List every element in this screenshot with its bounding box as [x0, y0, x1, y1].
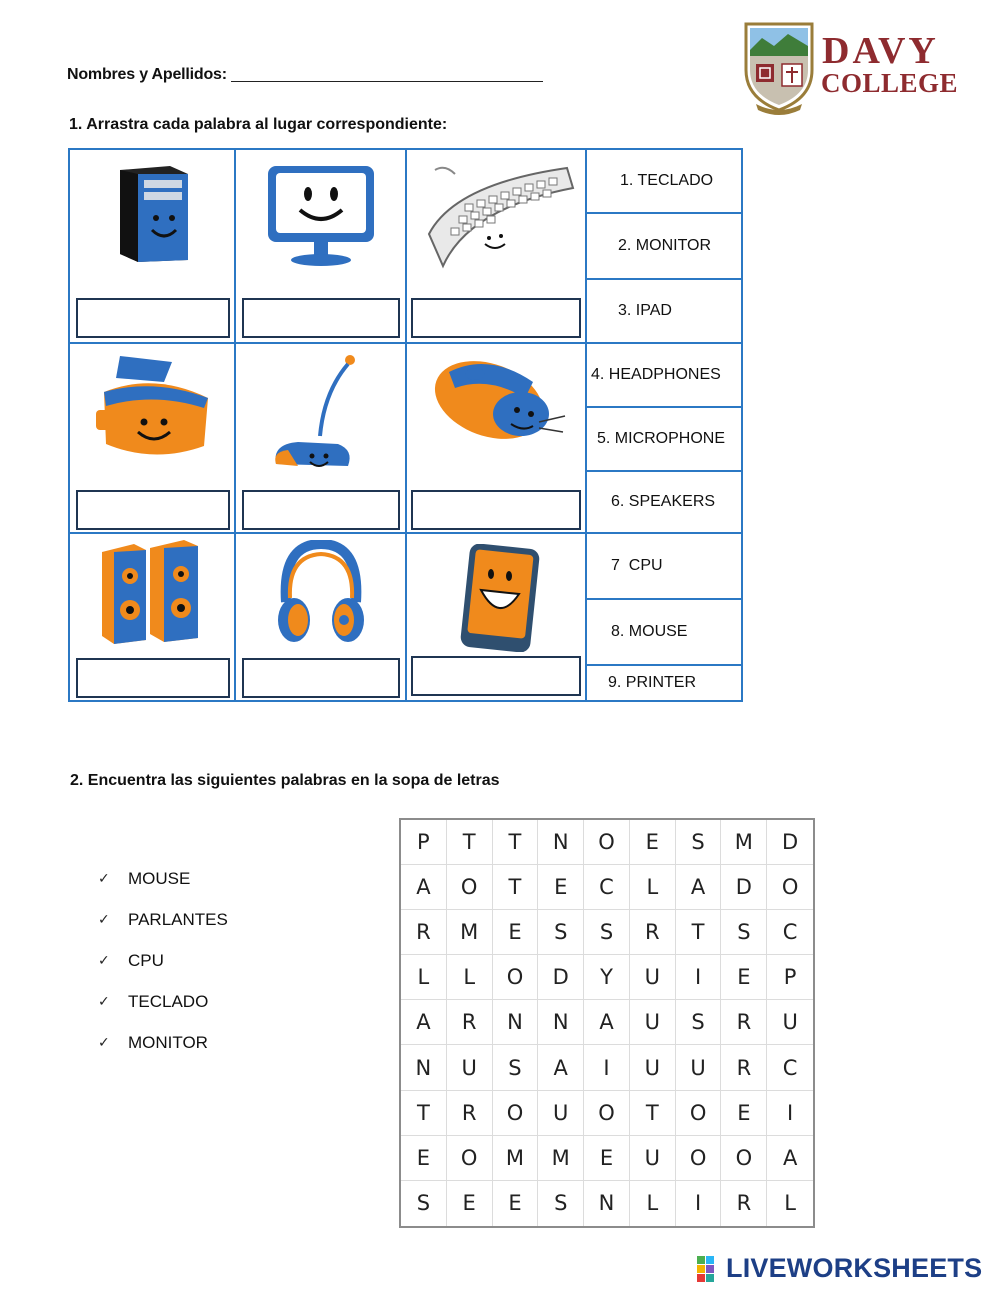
answer-box-3[interactable]	[411, 298, 581, 338]
grid-cell[interactable]: R	[447, 1091, 493, 1136]
answer-box-6[interactable]	[411, 490, 581, 530]
grid-cell[interactable]: E	[401, 1136, 447, 1181]
grid-cell[interactable]: A	[767, 1136, 813, 1181]
word-bank-item[interactable]: 2. MONITOR	[585, 212, 743, 280]
grid-row	[401, 1091, 813, 1136]
grid-cell[interactable]: T	[630, 1091, 676, 1136]
word-bank-item[interactable]: 1. TECLADO	[585, 148, 743, 214]
grid-cell[interactable]: M	[447, 910, 493, 955]
grid-cell[interactable]: C	[584, 865, 630, 910]
section1-title: 1. Arrastra cada palabra al lugar correspondiente:	[69, 116, 448, 133]
answer-box-5[interactable]	[242, 490, 400, 530]
ipad-icon	[457, 544, 541, 652]
grid-row	[401, 955, 813, 1000]
grid-row	[401, 1136, 813, 1181]
grid-cell[interactable]: R	[630, 910, 676, 955]
grid-cell[interactable]: U	[447, 1045, 493, 1090]
grid-cell[interactable]: P	[401, 820, 447, 865]
checklist-item: ✓ PARLANTES	[98, 909, 228, 929]
grid-cell[interactable]: L	[630, 1181, 676, 1226]
grid-cell[interactable]: T	[447, 820, 493, 865]
grid-cell[interactable]: M	[493, 1136, 539, 1181]
grid-cell[interactable]: D	[767, 820, 813, 865]
grid-cell[interactable]: U	[630, 1000, 676, 1045]
picture-cell-monitor	[234, 148, 407, 344]
crest-icon	[742, 20, 816, 116]
grid-cell[interactable]: T	[401, 1091, 447, 1136]
grid-cell[interactable]: S	[721, 910, 767, 955]
picture-cell-microphone	[234, 342, 407, 534]
grid-cell[interactable]: L	[784, 1191, 796, 1216]
grid-cell[interactable]: S	[401, 1181, 447, 1226]
printer-icon	[94, 352, 216, 464]
grid-row	[401, 1045, 813, 1090]
checklist-item: ✓ TECLADO	[98, 991, 209, 1011]
grid-cell[interactable]: O	[676, 1136, 722, 1181]
grid-cell[interactable]: D	[721, 865, 767, 910]
word-bank-item[interactable]: 4. HEADPHONES	[585, 342, 743, 408]
name-label: Nombres y Apellidos:	[67, 66, 227, 83]
grid-cell[interactable]: I	[584, 1045, 630, 1090]
check-icon: ✓	[98, 1034, 110, 1050]
grid-row	[401, 910, 813, 955]
grid-cell[interactable]: I	[676, 955, 722, 1000]
grid-cell[interactable]: R	[447, 1000, 493, 1045]
keyboard-icon	[429, 168, 573, 266]
picture-cell-mouse	[405, 342, 587, 534]
grid-cell[interactable]: L	[630, 865, 676, 910]
grid-cell[interactable]: U	[630, 1136, 676, 1181]
grid-cell[interactable]: L	[401, 955, 447, 1000]
check-icon: ✓	[98, 952, 110, 968]
grid-cell[interactable]: U	[538, 1091, 584, 1136]
answer-box-7[interactable]	[76, 658, 230, 698]
grid-cell[interactable]: D	[538, 955, 584, 1000]
word-bank-item[interactable]: 3. IPAD	[585, 278, 743, 344]
grid-cell[interactable]: S	[676, 1000, 722, 1045]
grid-cell[interactable]: M	[721, 820, 767, 865]
grid-cell[interactable]: O	[676, 1091, 722, 1136]
grid-cell[interactable]: A	[401, 865, 447, 910]
grid-cell[interactable]: O	[447, 1136, 493, 1181]
answer-box-4[interactable]	[76, 490, 230, 530]
picture-cell-keyboard	[405, 148, 587, 344]
school-logo	[742, 18, 982, 118]
grid-cell[interactable]: E	[493, 910, 539, 955]
grid-cell[interactable]: E	[493, 1181, 539, 1226]
grid-cell[interactable]: S	[584, 910, 630, 955]
check-icon: ✓	[98, 870, 110, 886]
grid-cell[interactable]: S	[676, 820, 722, 865]
headphones-icon	[276, 540, 366, 648]
grid-row	[401, 1181, 813, 1226]
grid-cell[interactable]: E	[630, 820, 676, 865]
grid-cell[interactable]: O	[493, 1091, 539, 1136]
checklist-item: ✓ MOUSE	[98, 868, 191, 888]
grid-cell[interactable]: U	[676, 1045, 722, 1090]
grid-cell[interactable]: O	[721, 1136, 767, 1181]
grid-cell[interactable]: N	[538, 1000, 584, 1045]
check-icon: ✓	[98, 993, 110, 1009]
picture-cell-ipad	[405, 532, 587, 702]
grid-cell[interactable]: R	[721, 1045, 767, 1090]
microphone-icon	[268, 352, 364, 476]
name-blank-line	[231, 66, 543, 82]
grid-cell[interactable]: M	[538, 1136, 584, 1181]
grid-cell[interactable]: O	[584, 1091, 630, 1136]
monitor-icon	[262, 162, 380, 268]
grid-cell[interactable]: N	[538, 820, 584, 865]
answer-box-8[interactable]	[242, 658, 400, 698]
grid-cell[interactable]: P	[767, 955, 813, 1000]
grid-cell[interactable]: T	[493, 820, 539, 865]
mouse-icon	[429, 352, 569, 448]
picture-cell-speakers	[68, 532, 236, 702]
cpu-tower-icon	[110, 162, 192, 266]
check-icon: ✓	[98, 911, 110, 927]
logo-word-college: COLLEGE	[821, 68, 959, 98]
grid-cell[interactable]: U	[630, 1045, 676, 1090]
answer-box-2[interactable]	[242, 298, 400, 338]
grid-cell[interactable]: O	[447, 865, 493, 910]
grid-cell[interactable]: U	[767, 1000, 813, 1045]
speakers-icon	[98, 538, 202, 646]
grid-cell[interactable]: A	[538, 1045, 584, 1090]
word-checklist	[98, 858, 228, 1063]
liveworksheets-logo-icon	[697, 1256, 723, 1282]
checklist-item: ✓ MONITOR	[98, 1032, 208, 1052]
grid-cell[interactable]: L	[447, 955, 493, 1000]
grid-cell[interactable]: T	[493, 865, 539, 910]
grid-cell[interactable]: E	[721, 1091, 767, 1136]
grid-cell[interactable]: O	[767, 865, 813, 910]
grid-cell[interactable]: S	[493, 1045, 539, 1090]
grid-cell[interactable]: A	[676, 865, 722, 910]
name-field-row	[67, 66, 543, 84]
grid-row	[401, 820, 813, 865]
grid-cell[interactable]: R	[721, 1000, 767, 1045]
answer-box-1[interactable]	[76, 298, 230, 338]
grid-cell[interactable]: E	[584, 1136, 630, 1181]
grid-cell[interactable]: I	[767, 1091, 813, 1136]
grid-cell[interactable]: O	[584, 820, 630, 865]
word-bank-item[interactable]: 9. PRINTER	[585, 664, 743, 702]
picture-cell-cpu	[68, 148, 236, 344]
grid-cell[interactable]: R	[721, 1181, 767, 1226]
grid-cell[interactable]: R	[401, 910, 447, 955]
grid-cell[interactable]: N	[493, 1000, 539, 1045]
grid-row	[401, 1000, 813, 1045]
grid-cell[interactable]: I	[676, 1181, 722, 1226]
grid-cell[interactable]: Y	[584, 955, 630, 1000]
grid-row	[401, 865, 813, 910]
grid-cell[interactable]: N	[584, 1181, 630, 1226]
logo-word-davy: DAVY	[822, 30, 939, 72]
section2-title: 2. Encuentra las siguientes palabras en la sopa de letras	[70, 772, 500, 789]
grid-cell[interactable]: S	[538, 910, 584, 955]
grid-cell[interactable]: A	[584, 1000, 630, 1045]
grid-cell[interactable]: C	[767, 910, 813, 955]
word-search-grid[interactable]	[399, 818, 815, 1228]
word-bank-item[interactable]: 7 CPU	[585, 532, 743, 600]
grid-cell[interactable]: A	[401, 1000, 447, 1045]
grid-cell[interactable]: O	[493, 955, 539, 1000]
grid-cell[interactable]: S	[538, 1181, 584, 1226]
word-bank-item[interactable]: 8. MOUSE	[585, 598, 743, 666]
word-bank-item[interactable]: 5. MICROPHONE	[585, 406, 743, 472]
answer-box-9[interactable]	[411, 656, 581, 696]
checklist-item: ✓ CPU	[98, 950, 164, 970]
picture-cell-headphones	[234, 532, 407, 702]
grid-cell[interactable]: C	[767, 1045, 813, 1090]
footer-brand	[697, 1253, 982, 1284]
grid-cell[interactable]: E	[447, 1181, 493, 1226]
word-bank-item[interactable]: 6. SPEAKERS	[585, 470, 743, 534]
grid-cell[interactable]: N	[401, 1045, 447, 1090]
grid-cell[interactable]: E	[538, 865, 584, 910]
grid-cell[interactable]: U	[630, 955, 676, 1000]
grid-cell[interactable]: E	[721, 955, 767, 1000]
picture-cell-printer	[68, 342, 236, 534]
grid-cell[interactable]: T	[676, 910, 722, 955]
brand-name: LIVEWORKSHEETS	[726, 1253, 983, 1283]
